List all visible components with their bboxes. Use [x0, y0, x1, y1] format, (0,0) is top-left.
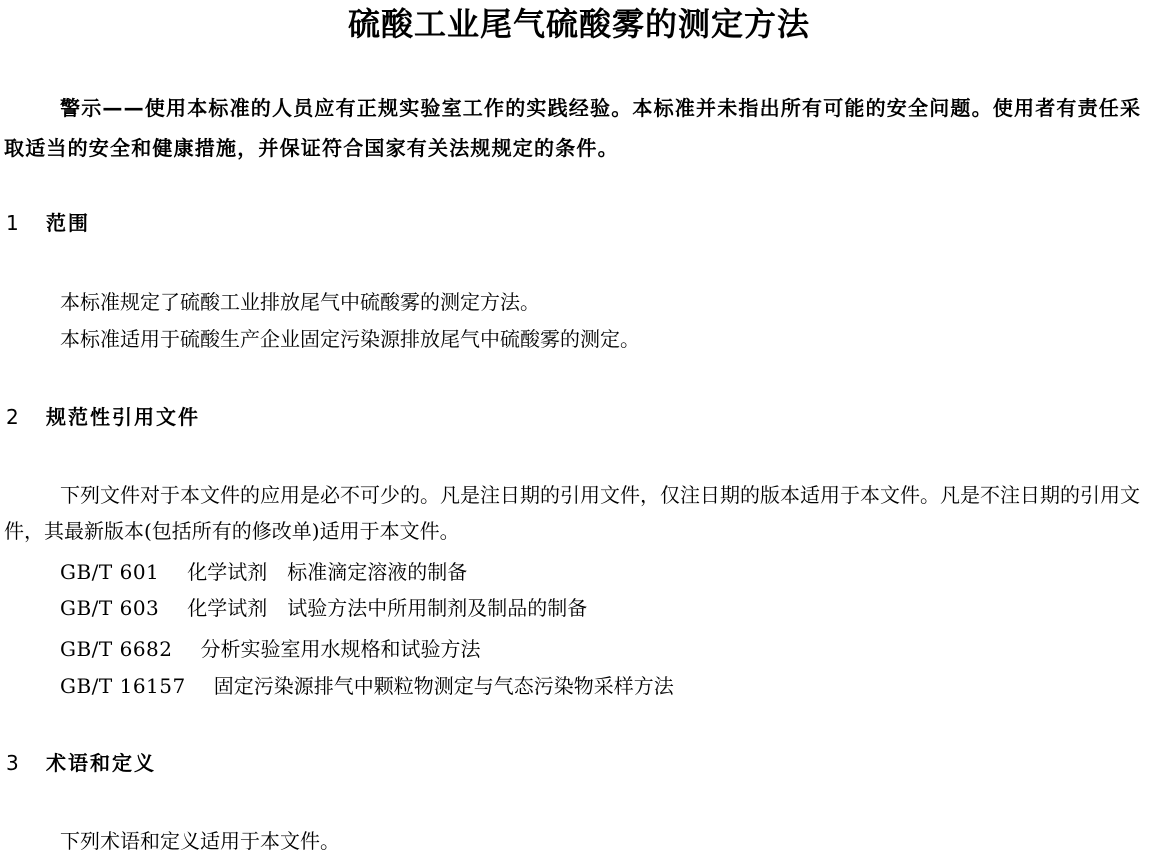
- reference-code: GB/T 603: [60, 596, 160, 620]
- section-title: 术语和定义: [46, 751, 156, 775]
- section-title: 范围: [46, 211, 90, 235]
- reference-item: [60, 668, 674, 704]
- reference-title: 化学试剂 试验方法中所用制剂及制品的制备: [187, 596, 588, 620]
- reference-item: [60, 554, 467, 590]
- reference-code: GB/T 601: [60, 560, 160, 584]
- terms-paragraph: 下列术语和定义适用于本文件。: [60, 829, 340, 853]
- section-number: 1: [6, 211, 19, 235]
- section-2-heading: [6, 402, 200, 432]
- reference-title: 分析实验室用水规格和试验方法: [200, 637, 481, 661]
- reference-item: [60, 590, 587, 626]
- section-number: 3: [6, 751, 19, 775]
- section-1-heading: [6, 208, 90, 238]
- section-3-heading: [6, 748, 156, 778]
- warning-paragraph: 警示——使用本标准的人员应有正规实验室工作的实践经验。本标准并未指出所有可能的安全问题。使用者有责任采取适当的安全和健康措施，并保证符合国家有关法规规定的条件。: [4, 96, 1142, 160]
- references-intro-paragraph: 下列文件对于本文件的应用是必不可少的。凡是注日期的引用文件，仅注日期的版本适用于本文件。凡是不注日期的引用文件，其最新版本(包括所有的修改单)适用于本文件。: [4, 483, 1140, 543]
- reference-item: [60, 631, 481, 667]
- scope-paragraph: 本标准规定了硫酸工业排放尾气中硫酸雾的测定方法。: [60, 290, 540, 314]
- section-number: 2: [6, 405, 19, 429]
- section-title: 规范性引用文件: [46, 405, 200, 429]
- document-title: 硫酸工业尾气硫酸雾的测定方法: [347, 5, 810, 43]
- reference-title: 固定污染源排气中颗粒物测定与气态污染物采样方法: [213, 674, 674, 698]
- reference-code: GB/T 6682: [60, 637, 173, 661]
- reference-title: 化学试剂 标准滴定溶液的制备: [187, 560, 468, 584]
- scope-paragraph: 本标准适用于硫酸生产企业固定污染源排放尾气中硫酸雾的测定。: [60, 327, 640, 351]
- reference-code: GB/T 16157: [60, 674, 186, 698]
